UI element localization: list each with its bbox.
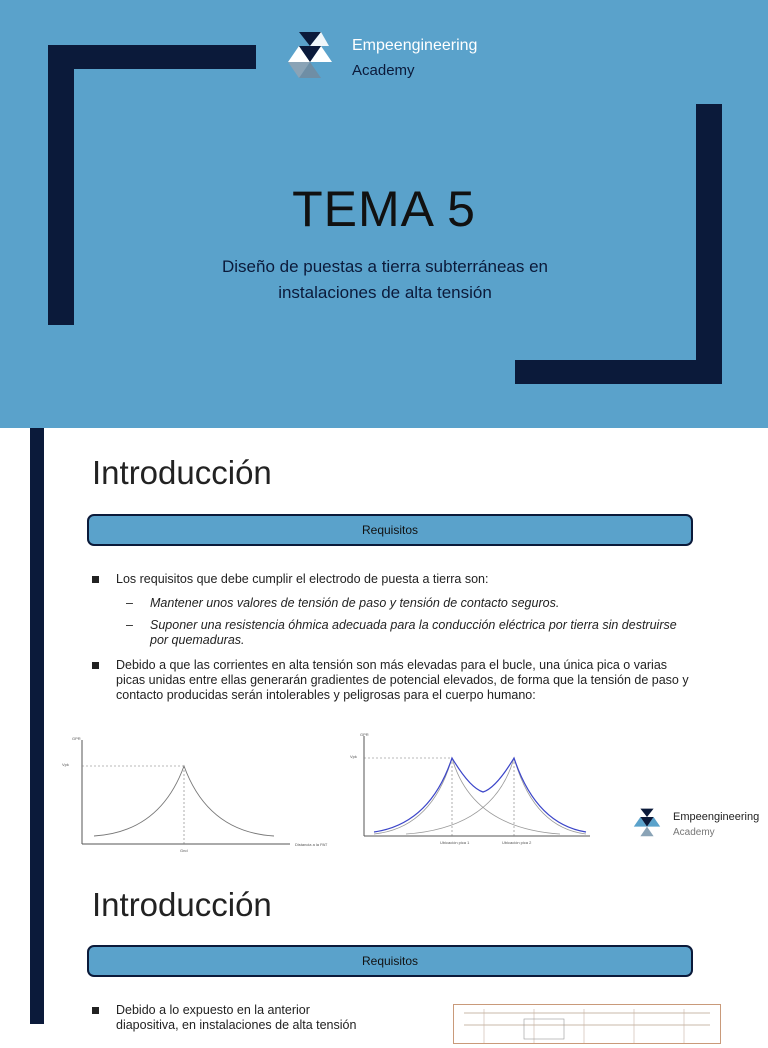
requirements-banner: Requisitos [87,514,693,546]
bullet-text-continued: diapositiva, en instalaciones de alta tensión [116,1018,357,1032]
x-tick-label: Ubicación pica 1 [440,840,470,845]
title-slide [0,0,768,428]
empeengineering-logo-icon [285,32,335,80]
requirements-banner: Requisitos [87,945,693,977]
slide-heading: Introducción [92,886,272,923]
x-tick-label: Ubicación pica 2 [502,840,532,845]
x-axis-label: Distancia a la PAT [295,842,328,847]
introduction-slide [0,428,768,858]
empeengineering-logo-icon [632,808,662,838]
y-axis-label: GPR [360,732,369,737]
diagram-thumbnail [453,1004,721,1044]
bullet-item: Debido a que las corrientes en alta tensión son más elevadas para el bucle, una única pica o varias picas unidas entre ellas generarán gradientes de potencial elevados, de forma que la tensión de paso y contacto producidas serán intolerables y peligrosas para el cuerpo humano: [92,658,692,703]
logo-brand-subtitle: Academy [352,62,415,79]
grid-diagram-icon [454,1005,720,1043]
peak-label: Vpk [350,754,357,759]
bullet-list [92,1003,422,1033]
logo-brand-subtitle: Academy [673,827,715,838]
potential-gradient-diagrams [60,732,680,856]
frame-bottom-right-horizontal [515,360,722,384]
bullet-text: Debido a lo expuesto en la anterior [116,1003,310,1017]
slide-title: TEMA 5 [292,181,476,237]
x-tick-label: Gnd [180,848,188,853]
slide-left-accent-bar [30,428,44,858]
bullet-item: Los requisitos que debe cumplir el electrodo de puesta a tierra son: [92,572,692,587]
frame-bottom-right-vertical [696,104,722,384]
logo-brand-name: Empeengineering [352,37,478,54]
sub-bullet-item: – Suponer una resistencia óhmica adecuada para la conducción eléctrica por tierra sin destruirse por quemaduras. [92,618,692,648]
bullet-list [92,572,692,712]
two-rod-gradient-diagram [350,732,590,845]
peak-label: Vpk [62,762,69,767]
logo-brand-name: Empeengineering [673,811,760,823]
bullet-item [92,1003,422,1033]
single-rod-gradient-diagram [62,736,328,853]
y-axis-label: GPR [72,736,81,741]
slide-subtitle: Diseño de puestas a tierra subterráneas en instalaciones de alta tensión [221,257,549,302]
sub-bullet-item: – Mantener unos valores de tensión de paso y tensión de contacto seguros. [92,596,692,611]
frame-top-left-horizontal [48,45,256,69]
introduction-slide-2 [0,858,768,1032]
slide-left-accent-bar [30,858,44,1024]
slide-heading: Introducción [92,454,272,491]
